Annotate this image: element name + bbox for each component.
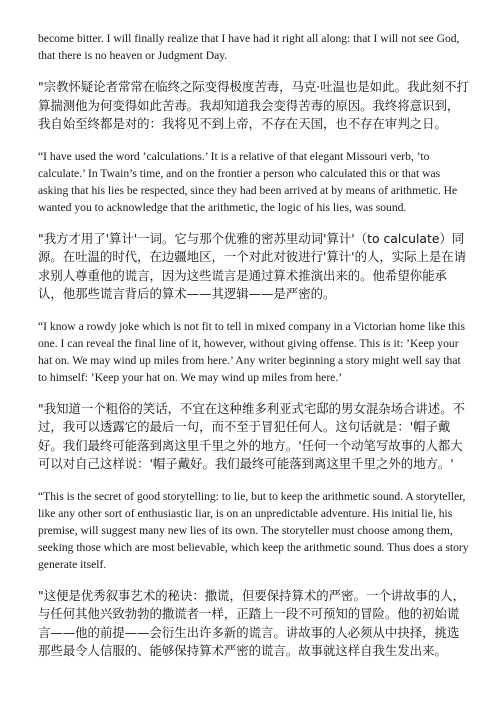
paragraph-chinese-1: "宗教怀疑论者常常在临终之际变得极度苦毒，马克·吐温也是如此。我此刻不打算揣测他为何变得如此苦毒。我却知道我会变得苦毒的原因。我终将意识到，我自始至终都是对的：我将见不到上帝，不存在天国，也不存在审判之日。 [38,79,469,131]
paragraph-english-3: “I know a rowdy joke which is not fit to tell in mixed company in a Victorian home like this one. I can reveal the final line of it, however, without giving offense. This is it: ’Keep your hat on. We may wind up miles from here.’ Any writer beginning a story might well say that to himself: ’Keep your hat on. We may wind up miles from here.’ [38,319,466,384]
paragraph-english-4: “This is the secret of good storytelling: to lie, but to keep the arithmetic sound. A storyteller, like any other sort of enthusiastic liar, is on an unpredictable adventure. His initial lie, his premise, will suggest many new lies of its own. The storyteller must choose among them, seeking those which are most believable, which keep the arithmetic sound. Thus does a story generate itself. [38,489,469,571]
paragraph-english-1: become bitter. I will finally realize that I have had it right all along: that I will not see God, that there is no heaven or Judgment Day. [38,32,460,62]
paragraph-chinese-2: "我方才用了'算计'一词。它与那个优雅的密苏里动词'算计'（to calculate）同源。在吐温的时代，在边疆地区，一个对此对彼进行'算计'的人，实际上是在请求别人尊重他的谎言，因为这些谎言是通过算术推演出来的。他希望你能承认，他那些谎言背后的算术——其逻辑——是严密的。 [38,230,467,301]
paragraph-english-2: “I have used the word ’calculations.’ It is a relative of that elegant Missouri verb, ’to calculate.’ In Twain’s time, and on the frontier a person who calculated this or that was asking that his lies be respected, since they had been arrived at by means of arithmetic. He wanted you to acknowledge that the arithmetic, the logic of his lies, was sound. [38,149,458,214]
paragraph-chinese-3: "我知道一个粗俗的笑话，不宜在这种维多利亚式宅邸的男女混杂场合讲述。不过，我可以透露它的最后一句，而不至于冒犯任何人。这句话就是：'帽子戴好。我们最终可能落到离这里千里之外的地方。'任何一个动笔写故事的人都大可以对自己这样说：'帽子戴好。我们最终可能落到离这里千里之外的地方。' [38,400,465,471]
document-page [38,30,470,690]
paragraph-chinese-4: "这便是优秀叙事艺术的秘诀：撒谎，但要保持算术的严密。一个讲故事的人，与任何其他兴致勃勃的撒谎者一样，正踏上一段不可预知的冒险。他的初始谎言——他的前提——会衍生出许多新的谎言。讲故事的人必须从中抉择，挑选那些最令人信服的、能够保持算术严密的谎言。故事就这样自我生发出来。 [38,587,465,658]
